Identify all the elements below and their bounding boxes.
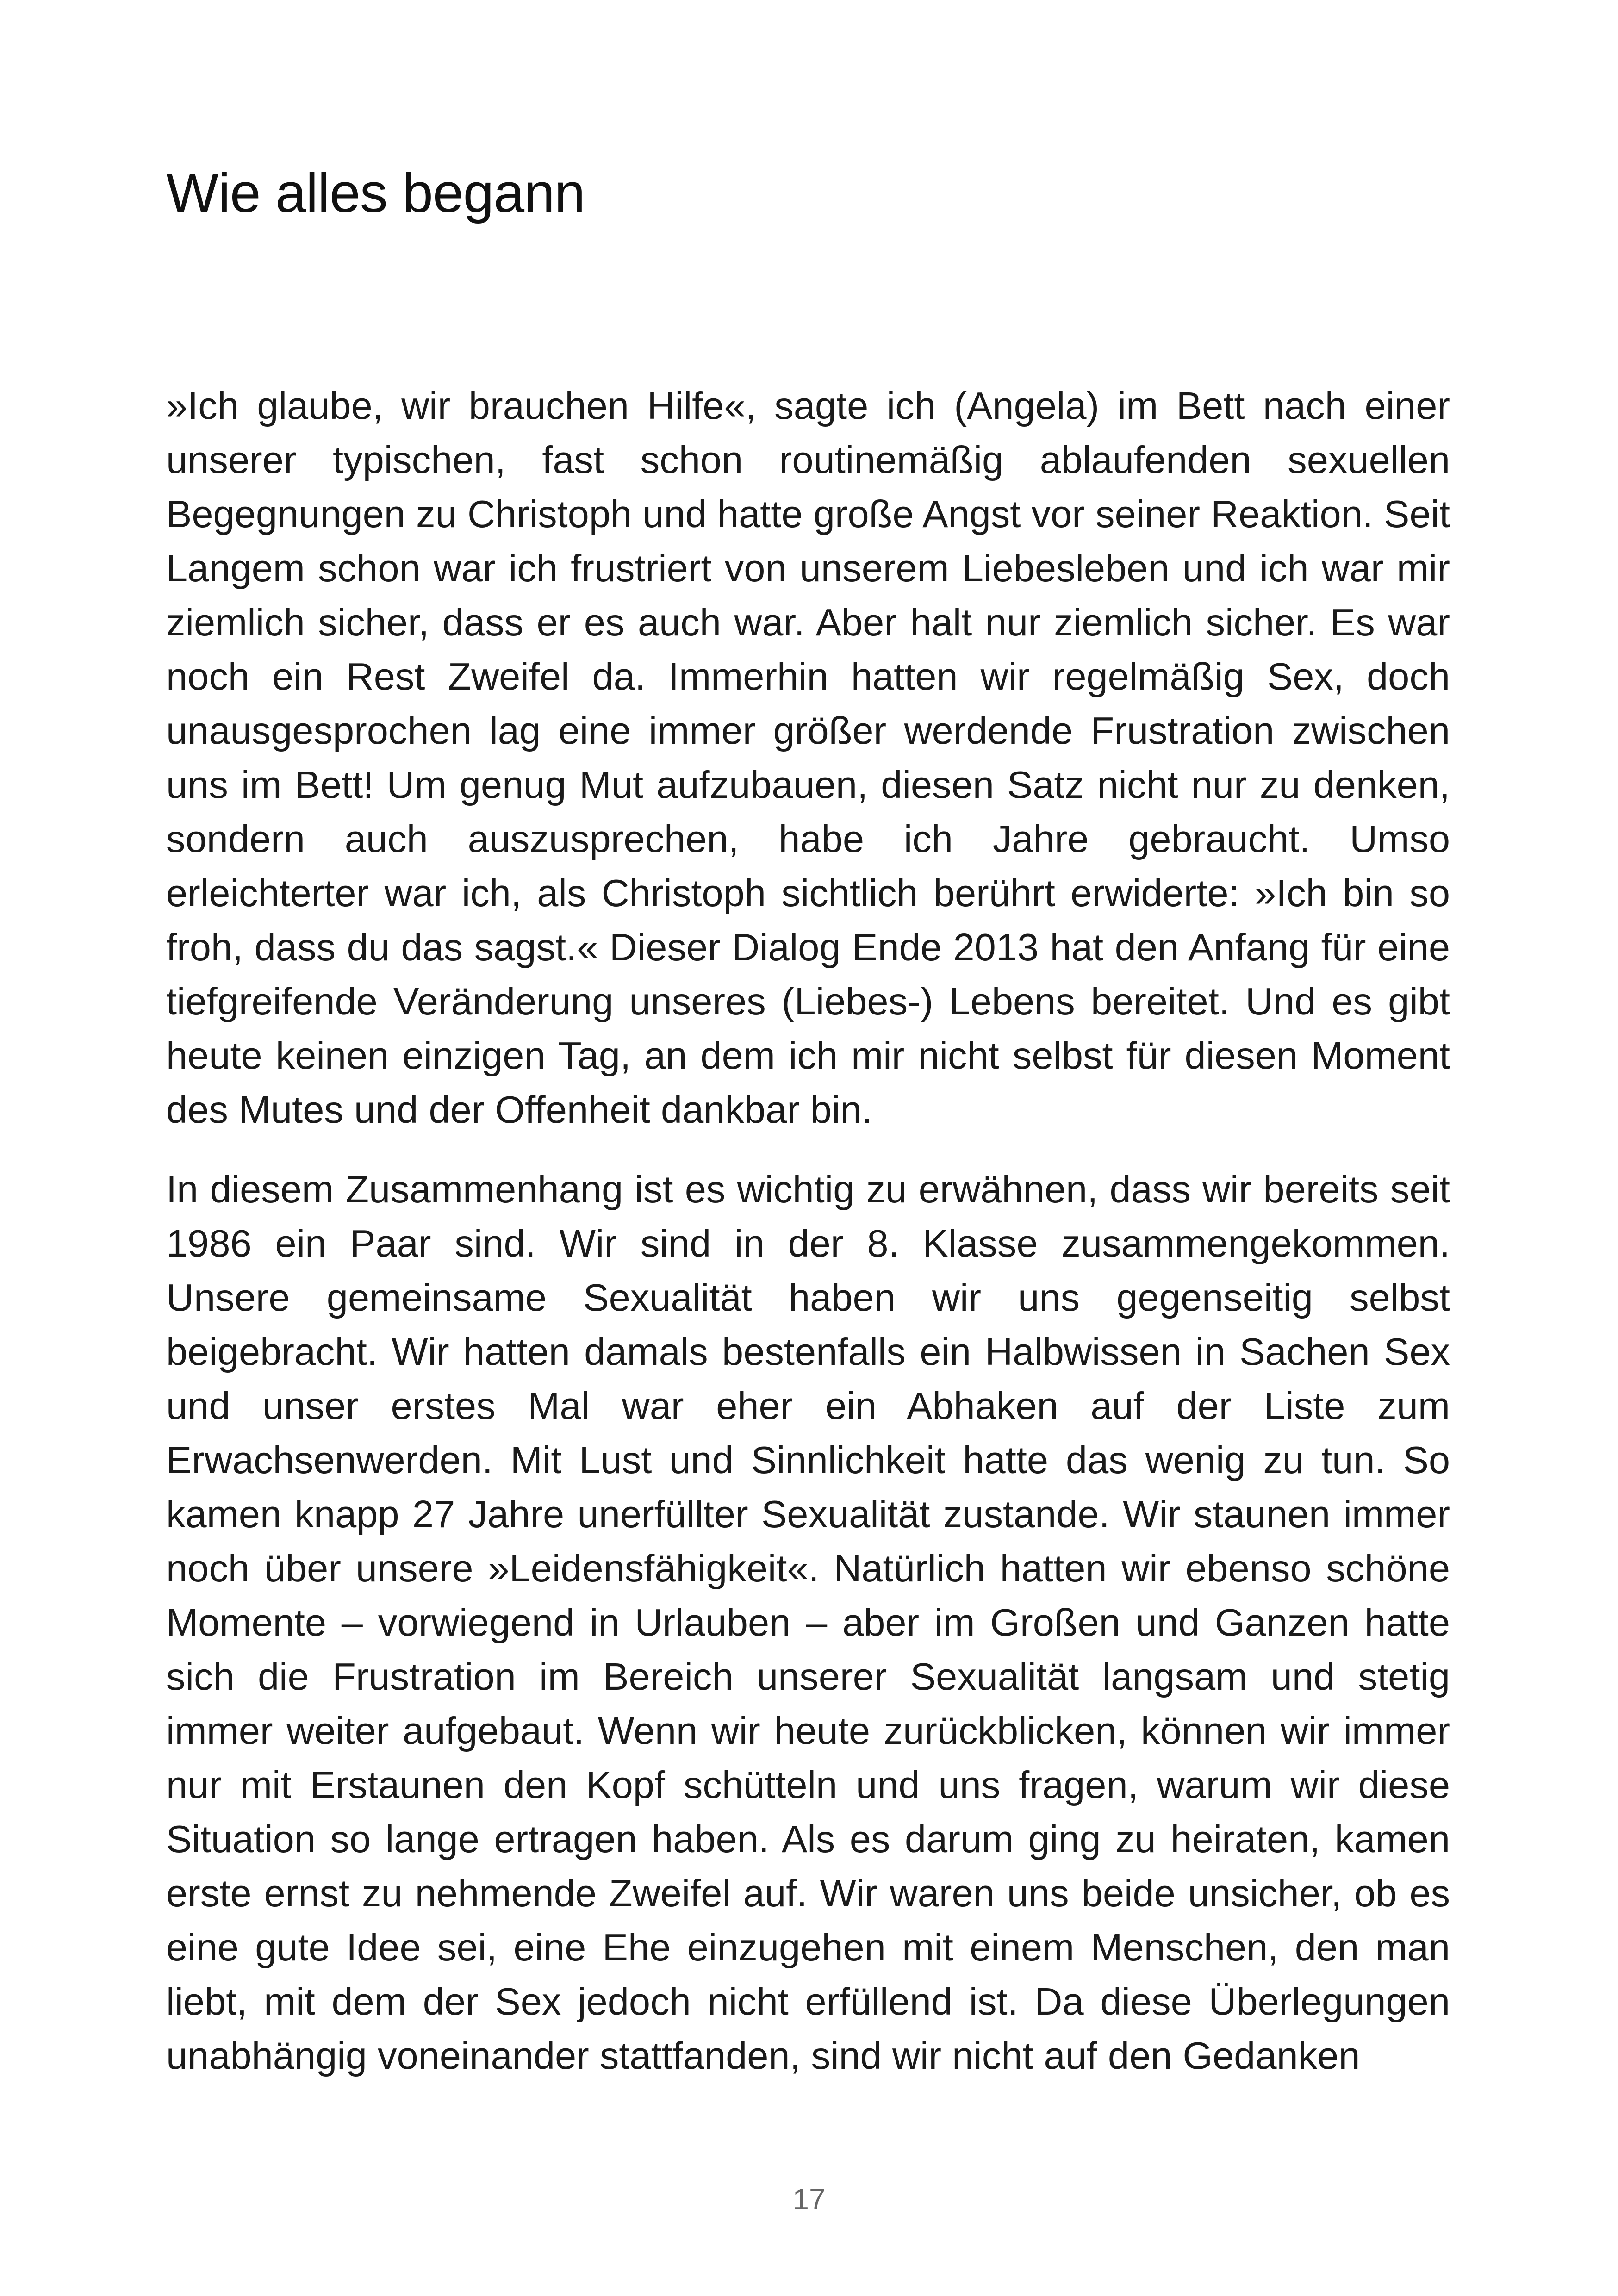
page-title: Wie alles begann [166, 162, 585, 224]
paragraph-2: In diesem Zusammenhang ist es wichtig zu erwähnen, dass wir bereits seit 1986 ein Paar sind. Wir sind in der 8. Klasse zusammengekommen. Unsere gemeinsame Sexualität haben wir uns gegenseitig selbst beigebracht. Wir hatten damals bestenfalls ein Halbwissen in Sachen Sex und unser erstes Mal war eher ein Abhaken auf der Liste zum Erwachsenwerden. Mit Lust und Sinnlichkeit hatte das wenig zu tun. So kamen knapp 27 Jahre unerfüllter Sexualität zustande. Wir staunen immer noch über unsere »Leidensfähigkeit«. Natürlich hatten wir ebenso schöne Momente – vorwiegend in Urlauben – aber im Großen und Ganzen hatte sich die Frustration im Bereich unserer Sexualität langsam und stetig immer weiter aufgebaut. Wenn wir heute zurückblicken, können wir immer nur mit Erstaunen den Kopf schütteln und uns fragen, warum wir diese Situation so lange ertragen haben. Als es darum ging zu heiraten, kamen erste ernst zu nehmende Zweifel auf. Wir waren uns beide unsicher, ob es eine gute Idee sei, eine Ehe einzugehen mit einem Menschen, den man liebt, mit dem der Sex jedoch nicht erfüllend ist. Da diese Überlegungen unabhängig voneinander stattfanden, sind wir nicht auf den Gedanken [166, 1168, 1450, 2077]
chapter-body [166, 379, 1450, 2083]
paragraph-1: »Ich glaube, wir brauchen Hilfe«, sagte ich (Angela) im Bett nach einer unserer typischen, fast schon routinemäßig ablaufenden sexuellen Begegnungen zu Christoph und hatte große Angst vor seiner Reaktion. Seit Langem schon war ich frustriert von unserem Liebesleben und ich war mir ziemlich sicher, dass er es auch war. Aber halt nur ziemlich sicher. Es war noch ein Rest Zweifel da. Immerhin hatten wir regelmäßig Sex, doch unausgesprochen lag eine immer größer werdende Frustration zwischen uns im Bett! Um genug Mut aufzubauen, diesen Satz nicht nur zu denken, sondern auch auszusprechen, habe ich Jahre gebraucht. Umso erleichterter war ich, als Christoph sichtlich berührt erwiderte: »Ich bin so froh, dass du das sagst.« Dieser Dialog Ende 2013 hat den Anfang für eine tiefgreifende Veränderung unseres (Liebes-) Lebens bereitet. Und es gibt heute keinen einzigen Tag, an dem ich mir nicht selbst für diesen Moment des Mutes und der Offenheit dankbar bin. [166, 384, 1450, 1131]
page-number: 17 [792, 2183, 826, 2216]
